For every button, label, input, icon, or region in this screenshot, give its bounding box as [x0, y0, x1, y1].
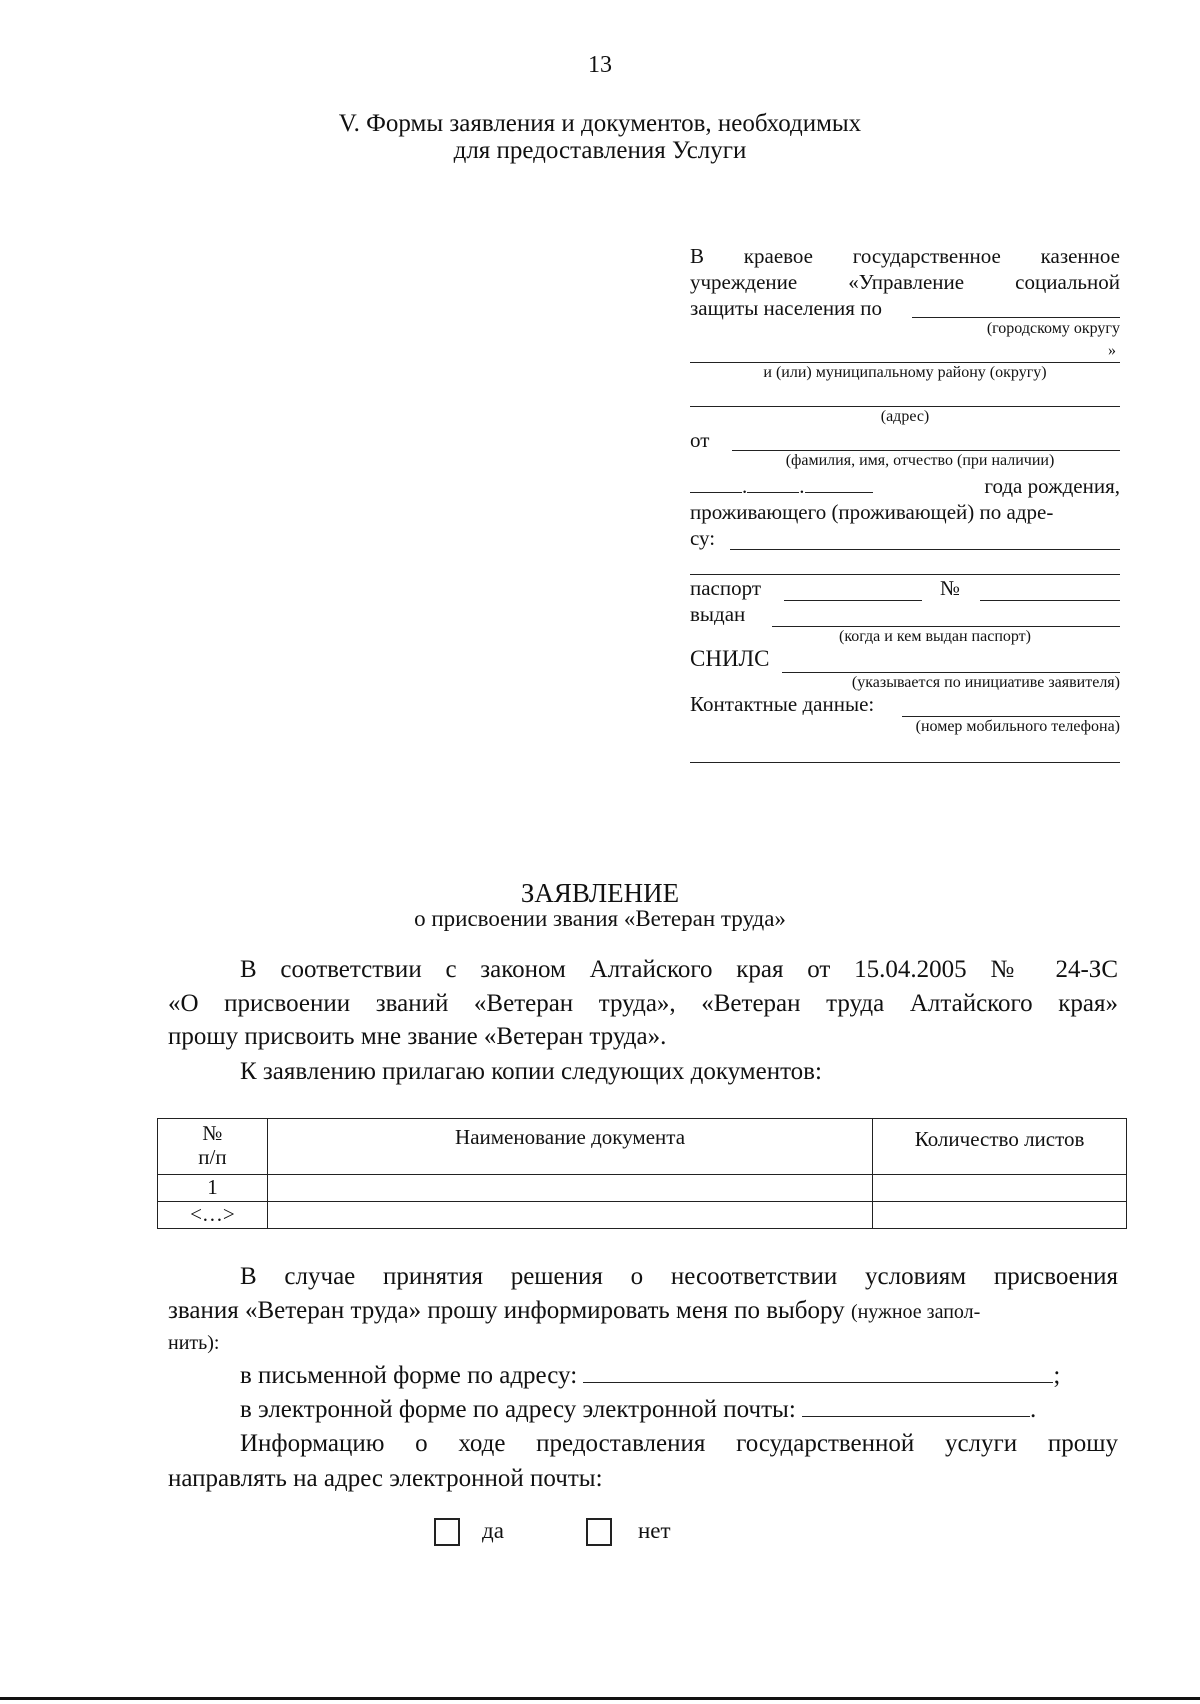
decision-line2: звания «Ветеран труда» прошу информировать меня по выбору — [168, 1297, 845, 1324]
written-label: в письменной форме по адресу: — [240, 1362, 578, 1389]
contacts-label: Контактные данные: — [690, 692, 875, 716]
hint-phone: (номер мобильного телефона) — [915, 718, 1120, 735]
yes-checkbox[interactable] — [434, 1518, 460, 1546]
row2-number: <…> — [158, 1202, 268, 1229]
info-line2: направлять на адрес электронной почты: — [168, 1465, 603, 1492]
table-header-row — [158, 1119, 1127, 1175]
addressee-line2: учреждение «Управление социальной — [690, 270, 1120, 294]
passport-label: паспорт — [690, 576, 762, 600]
issued-label: выдан — [690, 602, 746, 626]
hint-address: (адрес) — [880, 408, 930, 425]
snils-label: СНИЛС — [690, 646, 770, 671]
city-district-line — [912, 317, 1120, 318]
address-line — [690, 406, 1120, 407]
birth-label: года рождения, — [984, 474, 1120, 498]
statement-paragraph2: К заявлению прилагаю копии следующих документов: — [240, 1058, 822, 1085]
row2-page-count[interactable] — [873, 1202, 1127, 1229]
passport-series-field[interactable] — [784, 600, 922, 601]
section-title-line2: для предоставления Услуги — [453, 137, 747, 164]
electronic-end: . — [1030, 1396, 1037, 1423]
addressee-line1: В краевое государственное казенное — [690, 244, 1120, 268]
no-checkbox[interactable] — [586, 1518, 612, 1546]
phone-field[interactable] — [690, 762, 1120, 763]
quote-close: » — [1108, 342, 1116, 359]
living-line1: проживающего (проживающей) по адре- — [690, 500, 1054, 524]
statement-paragraph1-line3: прошу присвоить мне звание «Ветеран труда». — [168, 1023, 667, 1050]
row1-document-name[interactable] — [267, 1175, 872, 1202]
statement-paragraph1-line2: «О присвоении званий «Ветеран труда», «Ветеран труда Алтайского края» — [168, 990, 1118, 1017]
page-number: 13 — [588, 52, 612, 78]
decision-note: (нужное запол- — [850, 1301, 981, 1323]
passport-number-label: № — [940, 576, 961, 600]
birth-day-field[interactable] — [690, 474, 742, 493]
decision-line1: В случае принятия решения о несоответствии условиям присвоения — [240, 1263, 1118, 1290]
header-page-count: Количество листов — [873, 1119, 1127, 1175]
documents-table — [157, 1118, 1127, 1229]
contacts-field[interactable] — [902, 716, 1120, 717]
hint-issued: (когда и кем выдан паспорт) — [838, 628, 1031, 645]
statement-title: ЗАЯВЛЕНИЕ — [520, 878, 680, 908]
birth-year-field[interactable] — [805, 474, 873, 493]
from-label: от — [690, 428, 710, 452]
info-line1: Информацию о ходе предоставления государственной услуги прошу — [240, 1430, 1118, 1457]
statement-paragraph1-line1: В соответствии с законом Алтайского края от 15.04.2005 № 24-ЗС — [240, 956, 1118, 983]
addressee-line3: защиты населения по — [690, 296, 882, 320]
snils-field[interactable] — [782, 672, 1120, 673]
written-address-field[interactable] — [583, 1362, 1053, 1383]
living-line2: су: — [690, 526, 716, 550]
row2-document-name[interactable] — [267, 1202, 872, 1229]
decision-line3: нить): — [168, 1332, 220, 1354]
header-number: № п/п — [158, 1119, 268, 1175]
district-line — [690, 362, 1120, 363]
residence-address-line1[interactable] — [730, 549, 1120, 550]
written-end: ; — [1053, 1362, 1061, 1389]
page-bottom-border — [0, 1697, 1200, 1700]
hint-municipal-district: и (или) муниципальному району (округу) — [763, 364, 1047, 381]
residence-address-line2[interactable] — [690, 574, 1120, 575]
row1-number: 1 — [158, 1175, 268, 1202]
birth-sep1: . — [742, 474, 748, 498]
table-row — [158, 1175, 1127, 1202]
fio-line[interactable] — [732, 450, 1120, 451]
header-document-name: Наименование документа — [267, 1119, 872, 1175]
hint-city-district: (городскому округу — [986, 320, 1120, 337]
electronic-label: в электронной форме по адресу электронной почты: — [240, 1396, 796, 1423]
statement-subtitle: о присвоении звания «Ветеран труда» — [414, 906, 786, 931]
hint-snils: (указывается по инициативе заявителя) — [851, 674, 1120, 691]
passport-number-field[interactable] — [980, 600, 1120, 601]
yes-label: да — [482, 1518, 504, 1543]
section-title-line1: V. Формы заявления и документов, необходимых — [338, 110, 862, 137]
birth-month-field[interactable] — [747, 474, 799, 493]
email-address-field[interactable] — [802, 1396, 1030, 1417]
row1-page-count[interactable] — [873, 1175, 1127, 1202]
issued-field[interactable] — [772, 626, 1120, 627]
no-label: нет — [638, 1518, 671, 1543]
birth-sep2: . — [799, 474, 805, 498]
table-row — [158, 1202, 1127, 1229]
hint-fio: (фамилия, имя, отчество (при наличии) — [785, 452, 1055, 469]
